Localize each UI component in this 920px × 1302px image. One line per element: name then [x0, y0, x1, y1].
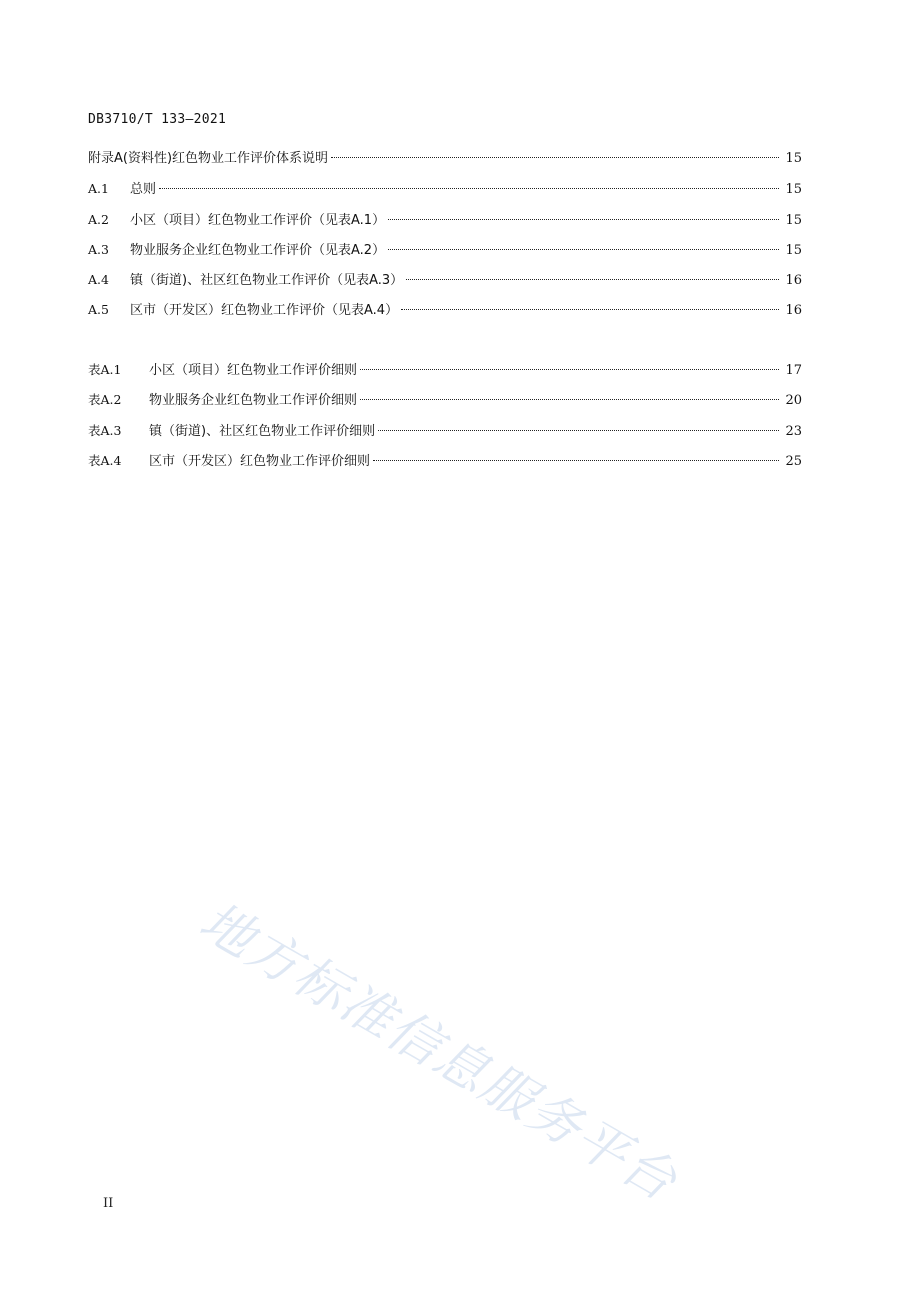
toc-entry-title: 区市（开发区）红色物业工作评价细则	[149, 453, 371, 469]
toc-entry-a5[interactable]	[88, 300, 802, 330]
toc-entry-title: 物业服务企业红色物业工作评价细则	[149, 393, 358, 409]
document-code: DB3710/T 133—2021	[88, 112, 227, 127]
toc-entry-page: 16	[785, 273, 802, 289]
toc-entry-page: 17	[785, 363, 802, 378]
toc-entry-number: 表A.2	[88, 392, 122, 408]
toc-entry-a4[interactable]	[88, 270, 802, 300]
toc-entry-page: 15	[785, 212, 802, 228]
toc-entry-table-a1[interactable]	[88, 360, 802, 390]
dot-leader	[388, 219, 779, 220]
toc-entry-title: 附录A(资料性)红色物业工作评价体系说明	[88, 151, 329, 166]
toc-entry-page: 15	[785, 182, 802, 198]
toc-entry-number: A.3	[88, 241, 109, 257]
toc-entry-number: A.2	[88, 211, 109, 227]
toc-appendix-list	[88, 149, 802, 331]
toc-entry-number: 表A.3	[88, 422, 122, 438]
toc-entry-number: A.4	[88, 272, 109, 288]
toc-entry-table-a2[interactable]	[88, 390, 802, 420]
dot-leader	[388, 249, 779, 250]
dot-leader	[159, 188, 779, 189]
toc-entry-a3[interactable]	[88, 240, 802, 270]
toc-entry-a2[interactable]	[88, 210, 802, 240]
toc-entry-title: 总则	[130, 182, 157, 198]
dot-leader	[331, 157, 779, 158]
toc-entry-table-a3[interactable]	[88, 421, 802, 451]
toc-entry-page: 25	[785, 453, 802, 469]
toc-entry-appendix-a[interactable]	[88, 149, 802, 179]
toc-entry-title: 小区（项目）红色物业工作评价（见表A.1）	[130, 212, 386, 228]
toc-entry-title: 镇（街道)、社区红色物业工作评价（见表A.3）	[130, 273, 404, 289]
toc-entry-title: 小区（项目）红色物业工作评价细则	[149, 363, 358, 378]
toc-entry-page: 16	[785, 303, 802, 319]
dot-leader	[360, 369, 779, 370]
dot-leader	[406, 279, 779, 280]
dot-leader	[360, 399, 779, 400]
toc-entry-page: 20	[785, 393, 802, 409]
toc-tables-list	[88, 360, 802, 481]
watermark: 地方标准信息服务平台	[189, 891, 688, 1214]
page-number: II	[103, 1196, 114, 1211]
toc-entry-page: 15	[785, 242, 802, 258]
toc-entry-number: A.5	[88, 302, 109, 318]
toc-entry-page: 15	[785, 151, 802, 166]
toc-entry-title: 物业服务企业红色物业工作评价（见表A.2）	[130, 242, 386, 258]
toc-entry-number: 表A.1	[88, 362, 122, 377]
dot-leader	[373, 460, 779, 461]
toc-entry-title: 区市（开发区）红色物业工作评价（见表A.4）	[130, 303, 399, 319]
toc-entry-title: 镇（街道)、社区红色物业工作评价细则	[149, 423, 376, 439]
toc-entry-a1[interactable]	[88, 179, 802, 209]
toc-entry-table-a4[interactable]	[88, 451, 802, 481]
dot-leader	[401, 309, 779, 310]
toc-entry-number: A.1	[88, 181, 109, 197]
toc-entry-page: 23	[785, 423, 802, 439]
dot-leader	[378, 430, 779, 431]
toc-entry-number: 表A.4	[88, 452, 122, 468]
